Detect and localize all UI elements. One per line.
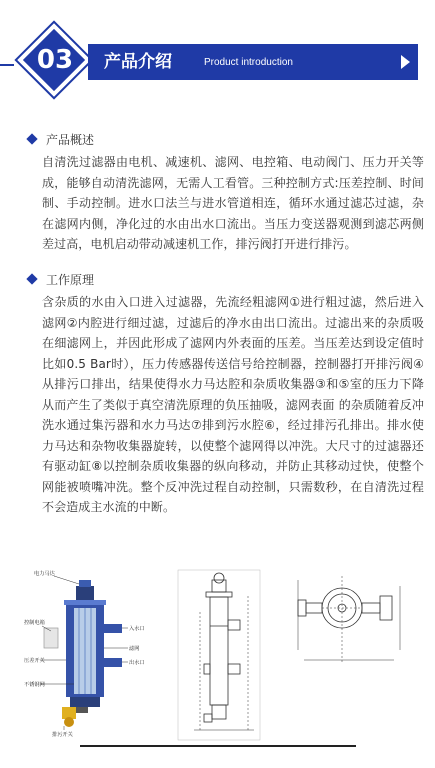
cutaway-illustration [40, 576, 128, 730]
label-inlet: 入水口 [129, 626, 145, 632]
section-subtitle: Product introduction [204, 57, 293, 68]
header-accent-line [0, 64, 14, 66]
label-motor: 电力马达 [34, 571, 55, 577]
label-outlet: 出水口 [129, 660, 145, 666]
side-elevation-drawing [178, 570, 260, 740]
title-banner [88, 44, 418, 80]
section-number: 03 [36, 45, 74, 75]
overview-title: 产品概述 [46, 132, 95, 147]
section-header [0, 24, 435, 96]
label-control-box: 控制电箱 [24, 620, 45, 626]
bottom-divider [80, 745, 356, 747]
principle-title: 工作原理 [46, 272, 95, 287]
principle-heading [26, 270, 424, 288]
label-pressure-switch: 压差开关 [24, 658, 45, 664]
arrow-right-icon [401, 55, 410, 69]
diamond-bullet-icon [26, 273, 37, 284]
label-steel-screen: 不锈钢网 [24, 682, 45, 688]
principle-section [26, 270, 424, 518]
product-figures [24, 566, 420, 746]
overview-text: 自清洗过滤器由电机、减速机、滤网、电控箱、电动阀门、压力开关等成，能够自动清洗滤网，无需人工看管。三种控制方式:压差控制、时间制、手动控制。进水口法兰与进水管道相连，循环水通过滤芯过滤，杂在滤网内侧，净化过的水由出水口流出。当压力变送器观测到滤芯两侧差过高，电机启动带动减速机工作，排污阀打开进行排污。 [42, 155, 424, 251]
figures-svg [24, 566, 420, 746]
section-title: 产品介绍 [104, 52, 172, 72]
diamond-bullet-icon [26, 133, 37, 144]
top-view-drawing [298, 576, 400, 662]
label-screen: 滤网 [129, 646, 140, 652]
label-drain-valve: 排污开关 [52, 732, 73, 738]
overview-section [26, 130, 424, 255]
overview-heading [26, 130, 424, 148]
principle-text: 含杂质的水由入口进入过滤器，先流经粗滤网①进行粗过滤，然后进入滤网②内腔进行细过滤，过滤后的净水由出口流出。过滤出来的杂质吸在细滤网上，并因此形成了滤网内外表面的压差。当压差达到设定值时比如0.5 Bar时），压力传感器传送信号给控制器，控制器打开排污阀④从排污口排出，结果使得水力马达腔和杂质收集器③和⑤室的压力下降从而产生了类似于真空清洗原理的负压抽吸，滤网表面 的杂质随着反冲洗水通过集污器和水力马达⑦排到污水腔⑥，经过排污孔排出。排水使力马达和杂物收集器旋转，以使整个滤网得以冲洗。大尺寸的过滤器还有驱动缸⑧以控制杂质收集器的纵向移动，并防止其移动过快，使整个网能被喷嘴冲洗。整个反冲洗过程自动控制，只需数秒，在自清洗过程不会造成主水流的中断。 [42, 295, 424, 514]
